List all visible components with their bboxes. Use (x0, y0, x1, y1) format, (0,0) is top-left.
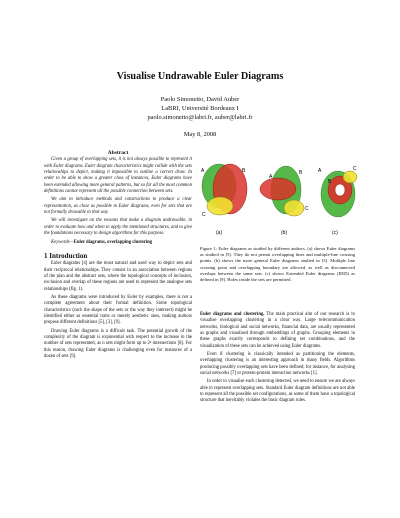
figure-1 (198, 150, 358, 242)
clustering-paragraph-1 (200, 312, 355, 350)
set-c-region (343, 171, 357, 183)
abstract-paragraph-2: We aim to introduce methods and constructions to produce a clear representation, as close as possible to Euler diagrams, even for sets that are not formally drawable in that way. (44, 197, 192, 216)
paper-date: May 8, 2008 (183, 131, 217, 138)
keywords-line: Keywords—Euler diagrams, overlapping clustering (51, 240, 153, 246)
label-a: A (318, 168, 322, 174)
clustering-lead: Euler diagrams and clustering. (200, 312, 265, 317)
keywords-text: Euler diagrams, overlapping clustering (73, 240, 153, 246)
clustering-paragraph-3: In order to visualise each clustering detected, we need to ensure we are always able to represent overlapping sets. Standard Euler diagram definitions are not able to represent all the possible set configurations, as some of them have a topological structure that inevitably violates the basic diagram rules. (200, 379, 355, 404)
label-c: C (353, 166, 357, 172)
label-b: B (328, 179, 332, 185)
author-emails: paolo.simonetto@labri.fr, auber@labri.fr (147, 114, 253, 122)
keywords-label: Keywords (51, 240, 70, 246)
clustering-paragraph-1-text: The main practical aim of our research is to visualise overlapping clustering in a clear way. Large telecommunication networks, biological and social networks, financial data, are usually represented as graphs and visualised through embeddings of graphs. Grouping elements in these graphs exactly corresponds to defining set combinations, and the visualization of these sets can be achieved using Euler diagrams. (200, 312, 355, 349)
intro-paragraph-1: Euler diagrams [4] are the most natural and used way to depict sets and their reciprocal relationships. They consist in an association between regions of the plan and the abstract sets, where the topological concepts of inclusion, exclusion and overlap of these regions are used to represent the analogue sets relationships (fig. 1). (44, 261, 192, 292)
euler-diagrams-figure (198, 150, 358, 242)
label-b: B (242, 168, 246, 174)
panel-b-diagram (260, 166, 309, 216)
abstract-body (44, 157, 192, 237)
author-block (0, 95, 400, 123)
set-a-hole (335, 184, 345, 196)
figure-1-caption: Figure 1: Euler diagrams as studied by different authors. (a) shows Euler diagrams as studied in [5]. They do not permit overlapping lines and multiple-line crossing points. (b) shows the more general Euler diagrams studied in [3]. Multiple line crossing point and overlapping boundary are allowed, as well as disconnected overlaps between the same sets. (c) shows Extended Euler diagrams (EED) as defined in [9]. Holes inside the sets are permitted. (200, 246, 355, 283)
clustering-paragraph-2: Even if clustering is classically intended as partitioning the elements, overlapping clustering is an interesting approach in many fields. Algorithms producing possibly overlapping sets have been defined; for instance, for analysing social networks [7] or protein-protein interaction networks [1]. (200, 352, 355, 377)
set-b-region (260, 178, 296, 200)
label-c: C (305, 206, 309, 212)
author-affiliation: LaBRI, Université Bordeaux I (161, 105, 239, 113)
left-column (44, 150, 192, 360)
panel-label-b: (b) (281, 230, 288, 236)
label-a: A (269, 174, 273, 180)
paper-title: Visualise Undrawable Euler Diagrams (116, 71, 284, 82)
author-names: Paolo Simonetto, David Auber (160, 96, 240, 103)
panel-label-a: (a) (216, 230, 223, 236)
abstract-paragraph-1: Given a group of overlapping sets, it is not always possible to represent it with Euler diagrams. Euler diagram characteristics might collide with the sets relationships to depict, making it impossible to outline a correct draw. In order to be able to show a greater class of instances, Euler diagrams have been extended allowing more general patterns, but so far all the most common definitions cannot represent all the possible connection between sets. (44, 157, 192, 195)
panel-a-diagram (201, 164, 247, 218)
label-a: A (201, 168, 205, 174)
panel-label-c: (c) (332, 230, 338, 236)
intro-paragraph-3: Drawing Euler diagrams is a difficult task. The potential growth of the complexity of the diagram is exponential with respect to the increase in the number of sets represented, as n sets might form up to 2ⁿ intersections [8]. For this reason, drawing Euler diagrams is challenging even for instances of a dozen of sets [9]. (44, 328, 192, 359)
abstract-paragraph-3: We will investigate on the reasons that make a diagram undrawable, in order to evaluate how and when to apply the mentioned structures, and to give the foundations necessary to design algorithms for this purpose. (44, 218, 192, 237)
panel-c-diagram (318, 166, 357, 217)
intro-paragraph-2: As these diagrams were introduced by Euler by examples, there is not a complete agreement about their formal definition. Some topological characteristics (such the shape of the sets or the way they intersect) might be identified either as essential traits or merely aesthetic ones, making authors propose different definitions [5], [3], [9]. (44, 294, 192, 326)
label-b: B (299, 170, 303, 176)
right-column (200, 312, 355, 405)
set-c-region (284, 200, 304, 216)
section-heading-introduction: 1 Introduction (44, 251, 88, 260)
label-c: C (202, 212, 206, 218)
abstract-heading: Abstract (107, 150, 129, 156)
set-c-region (207, 197, 233, 215)
